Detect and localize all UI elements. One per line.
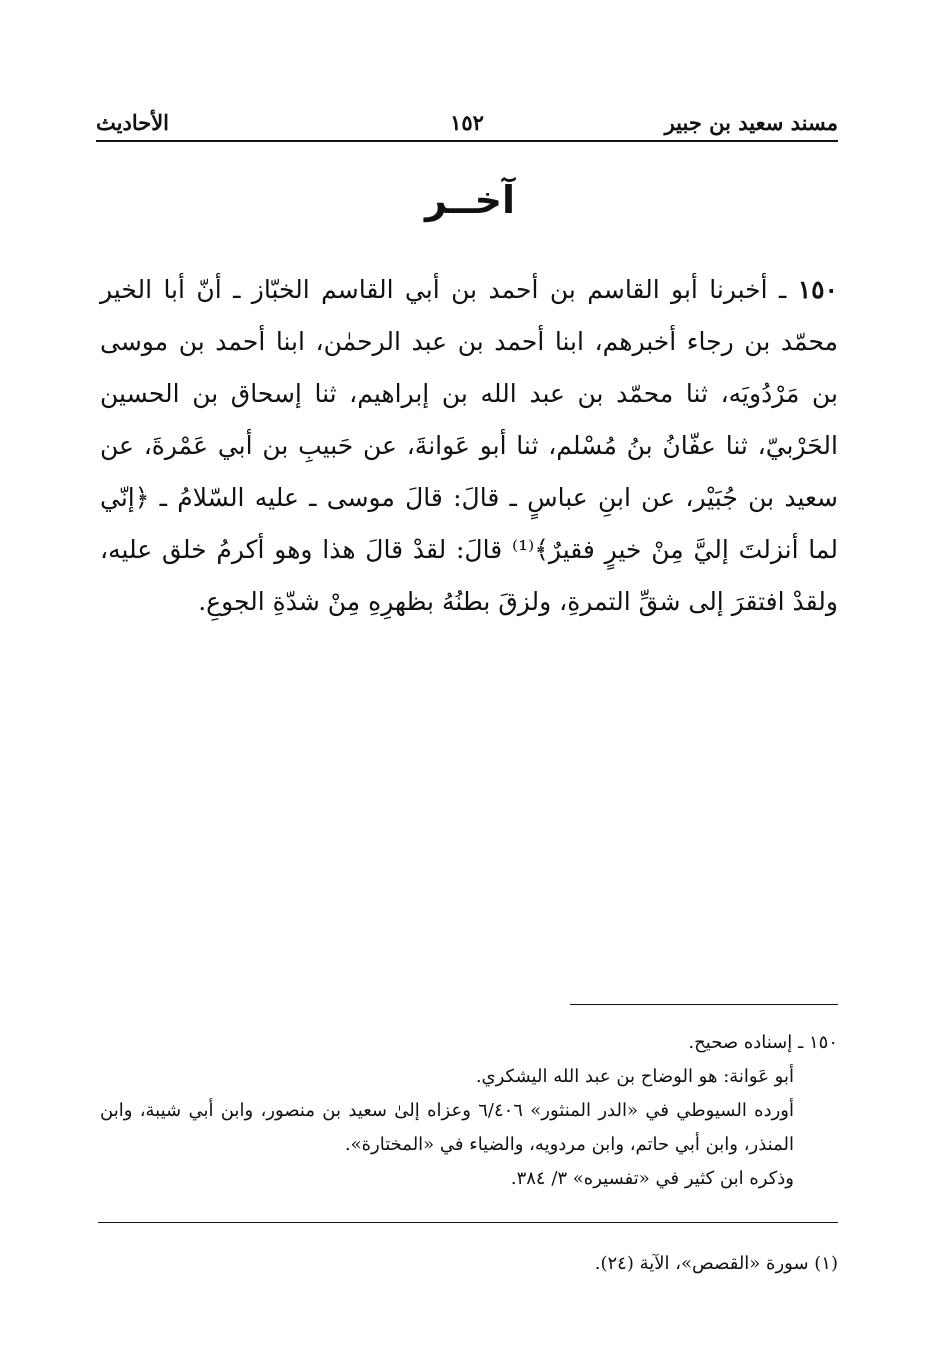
page-number: ١٥٢ xyxy=(450,110,484,135)
header-rule xyxy=(96,140,838,142)
footnote-separator xyxy=(98,1222,838,1223)
note-line-ibn-kathir: وذكره ابن كثير في «تفسيره» ٣/ ٣٨٤. xyxy=(510,1168,794,1189)
hadith-text: ـ أخبرنا أبو القاسم بن أحمد بن أبي القاسم الخبّاز ـ أنّ أبا الخير محمّد بن رجاء أخبرهم، ابنا أحمد بن عبد الرحمٰن، ابنا أحمد بن موسى بن مَرْدُويَه، ثنا محمّد بن عبد الله بن إبراهيم، ثنا إسحاق بن الحسين الحَرْبيّ، ثنا عفّانُ بنُ مُسْلم، ثنا أبو عَوانةَ، عن حَبيبِ بن أبي عَمْرةَ، عن سعيد بن جُبَيْر، عن ابنِ عباسٍ ـ قالَ: قالَ موسى ـ عليه السّلامُ ـ ﴿إنّي لما أنزلتَ إليَّ مِنْ خيرٍ فقيرٌ﴾⁽¹⁾ قالَ: لقدْ قالَ هذا وهو أكرمُ خلق عليه، ولقدْ افتقرَ إلى شقِّ التمرةِ، ولزقَ بطنُهُ بظهرِهِ مِنْ شدّةِ الجوعِ. xyxy=(100,275,838,616)
note-line-sources: أورده السيوطي في «الدر المنثور» ٦/٤٠٦ وعزاه إلىٰ سعيد بن منصور، وابن أبي شيبة، وابن المنذر، وابن أبي حاتم، وابن مردويه، والضياء في «المختارة». xyxy=(100,1100,794,1155)
hadith-number: ١٥٠ xyxy=(797,275,838,304)
note-line-isnad: ١٥٠ ـ إسناده صحيح. xyxy=(688,1032,838,1053)
hadith-text-block xyxy=(100,264,838,628)
notes-block xyxy=(100,1026,838,1196)
book-title: مسند سعيد بن جبير xyxy=(664,110,838,135)
section-name: الأحاديث xyxy=(96,110,170,135)
footnote: (١) سورة «القصص»، الآية (٢٤). xyxy=(594,1253,838,1274)
notes-separator xyxy=(570,1004,838,1005)
section-title: آخــر xyxy=(424,178,516,222)
note-line-narrator: أبو عَوانة: هو الوضاح بن عبد الله اليشكري. xyxy=(475,1066,794,1087)
running-header xyxy=(96,108,838,142)
